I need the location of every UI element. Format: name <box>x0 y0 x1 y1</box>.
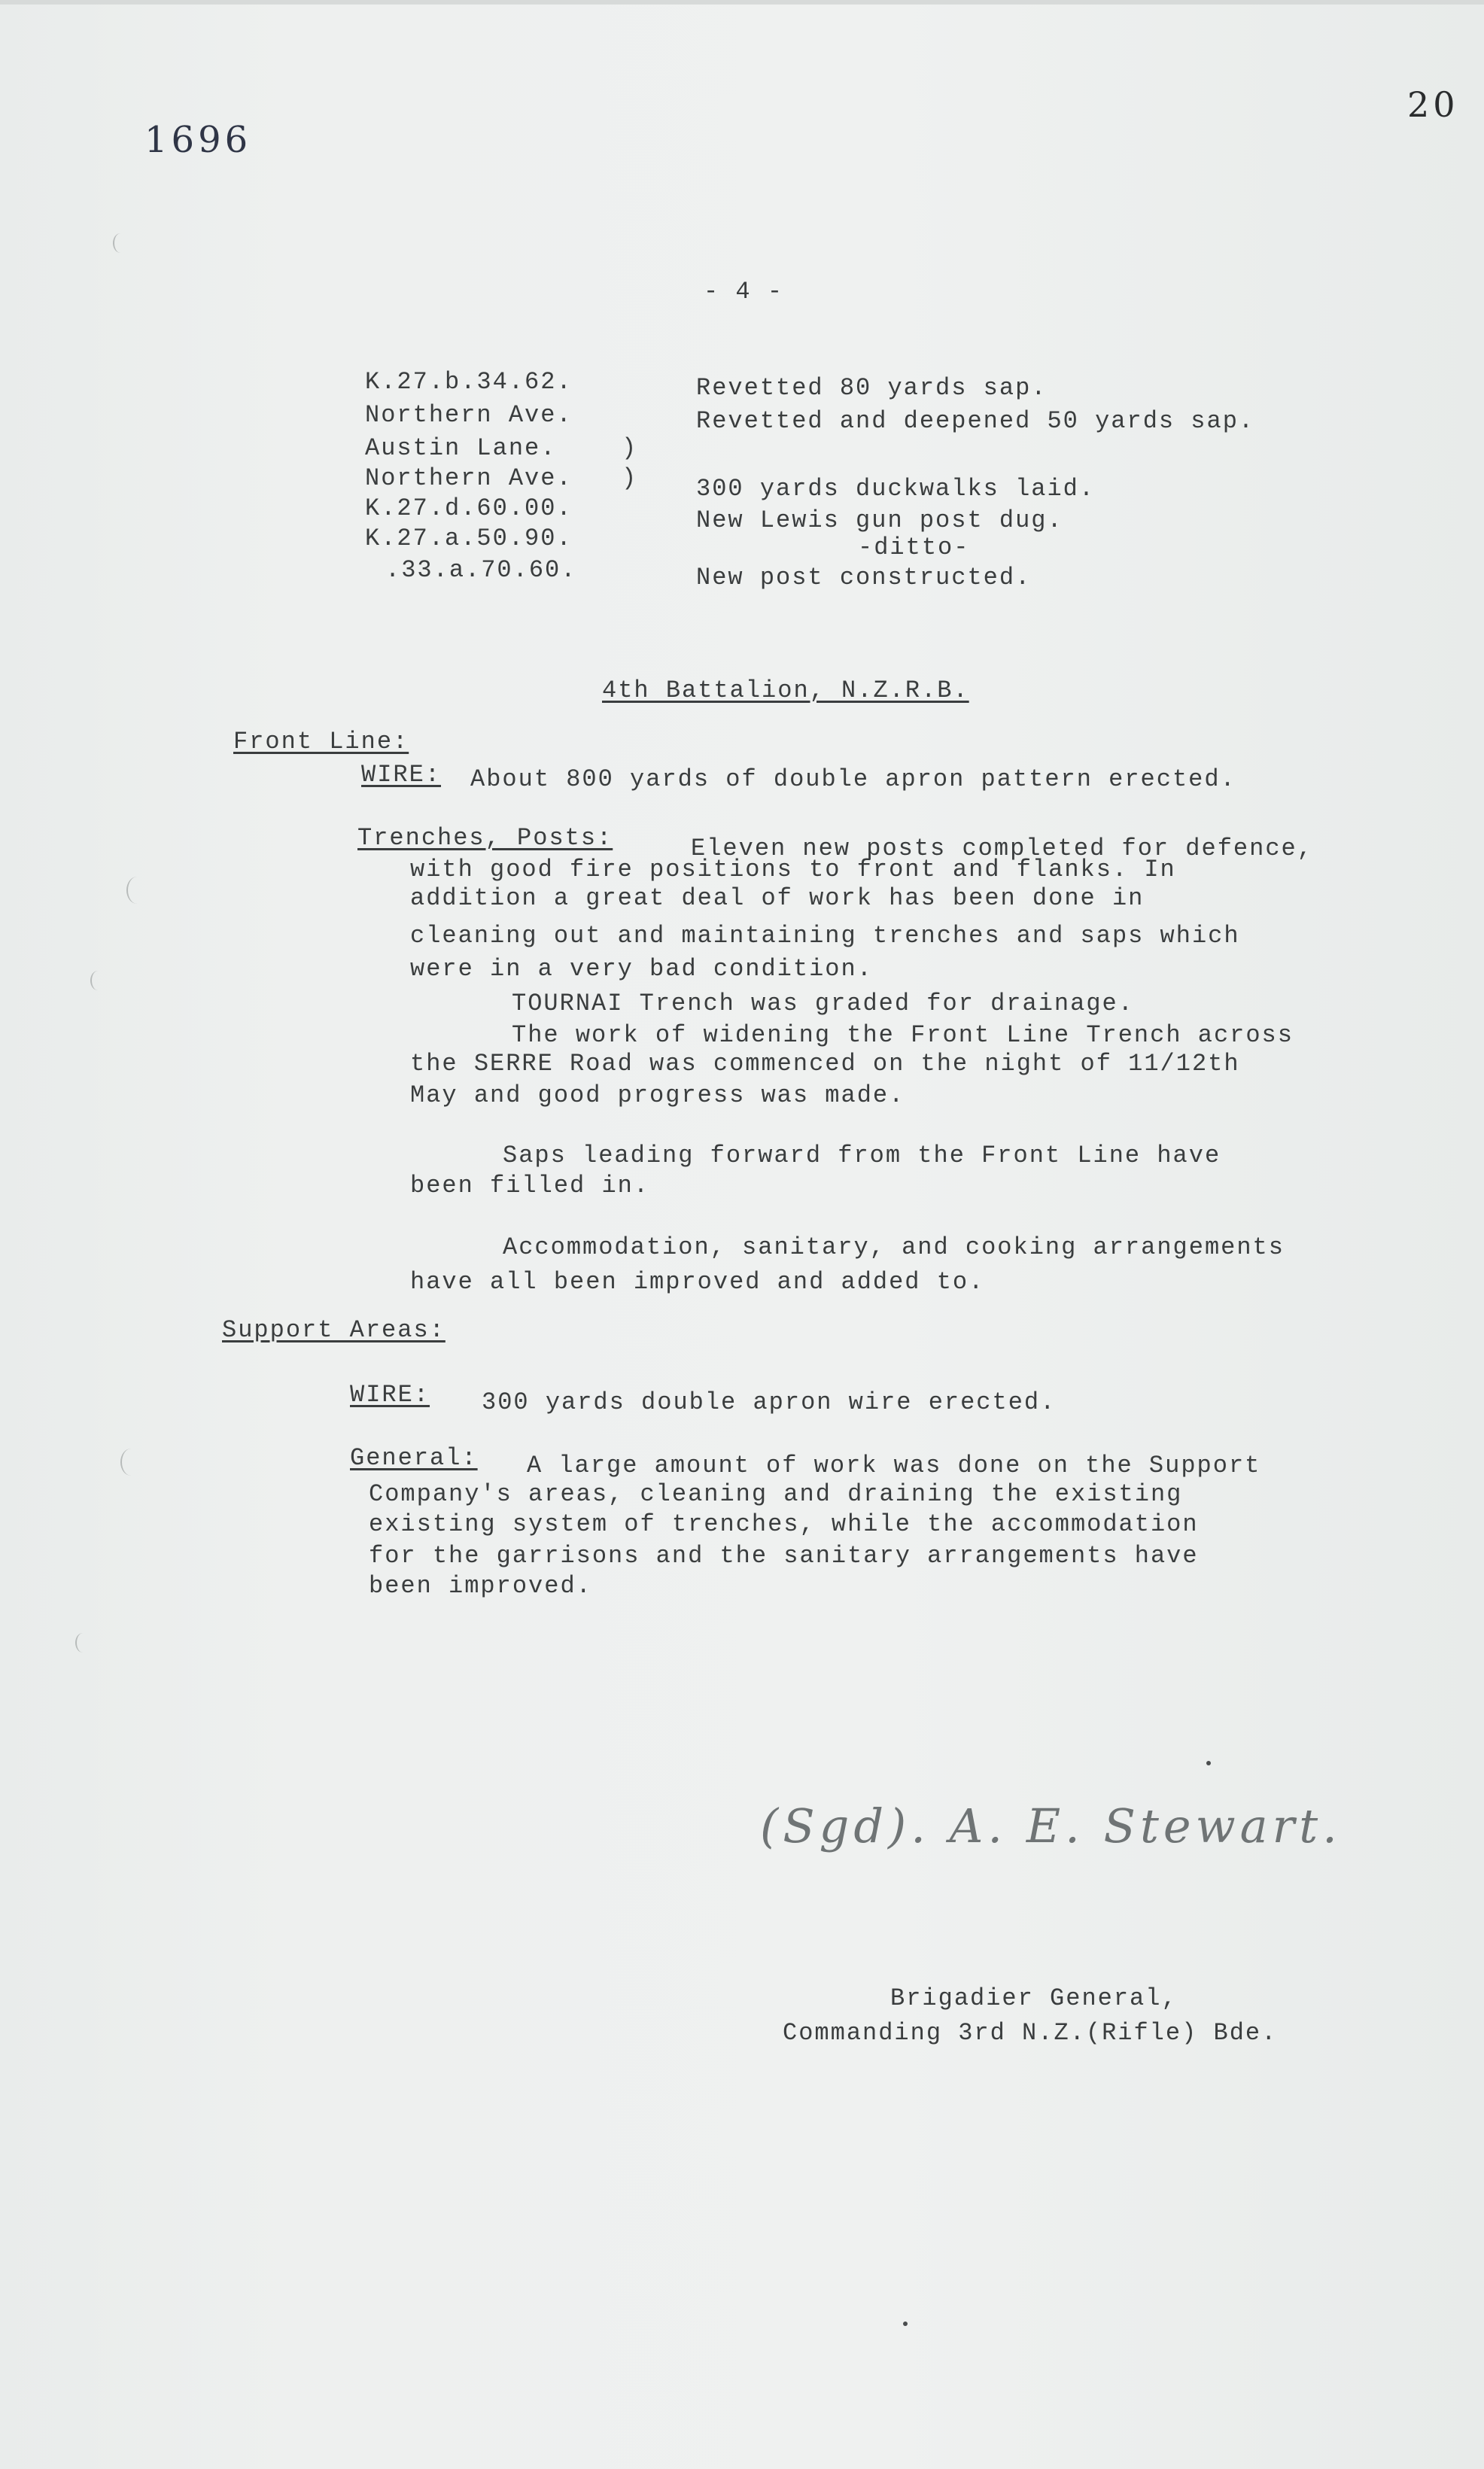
handwritten-signature: (Sgd). A. E. Stewart. <box>760 1799 1342 1853</box>
support-wire-label: WIRE: <box>350 1381 430 1409</box>
saps-line: Saps leading forward from the Front Line have <box>503 1142 1221 1169</box>
general-line: A large amount of work was done on the Support <box>527 1452 1261 1479</box>
stamp-number: 1696 <box>144 119 252 161</box>
signatory-command: Commanding 3rd N.Z.(Rifle) Bde. <box>783 2019 1278 2047</box>
punch-hole <box>90 971 105 990</box>
trenches-label: Trenches, Posts: <box>357 824 613 852</box>
table-row-work: -ditto- <box>858 534 970 561</box>
table-row-work: Revetted 80 yards sap. <box>696 374 1048 402</box>
table-row-work: New Lewis gun post dug. <box>696 506 1063 534</box>
trenches-line: the SERRE Road was commenced on the night of 11/12th <box>410 1050 1240 1078</box>
saps-line: been filled in. <box>410 1172 650 1200</box>
table-row-work: 300 yards duckwalks laid. <box>696 475 1096 503</box>
trenches-line: The work of widening the Front Line Trench across <box>512 1021 1294 1049</box>
general-line: existing system of trenches, while the accommodation <box>369 1510 1199 1538</box>
general-line: been improved. <box>369 1572 592 1600</box>
support-wire-text: 300 yards double apron wire erected. <box>482 1388 1057 1416</box>
accommodation-line: have all been improved and added to. <box>410 1268 985 1296</box>
table-row-ref: Austin Lane. <box>365 434 557 462</box>
front-line-heading: Front Line: <box>233 728 409 756</box>
trenches-line: cleaning out and maintaining trenches and saps which <box>410 922 1240 950</box>
table-row-ref: K.27.b.34.62. <box>365 368 573 396</box>
trenches-line: with good fire positions to front and flanks. In <box>410 856 1176 883</box>
table-row-work: New post constructed. <box>696 564 1032 591</box>
folio-number: 20 <box>1407 84 1459 125</box>
general-line: Company's areas, cleaning and draining the existing <box>369 1480 1183 1508</box>
page-marker: - 4 - <box>704 278 784 306</box>
table-bracket: ) <box>622 434 638 462</box>
trenches-line: were in a very bad condition. <box>410 955 873 983</box>
punch-hole <box>120 1449 141 1476</box>
punch-hole <box>126 877 147 904</box>
ink-speck <box>903 2322 908 2326</box>
table-row-ref: K.27.d.60.00. <box>365 494 573 522</box>
table-row-ref: K.27.a.50.90. <box>365 525 573 552</box>
front-line-wire-text: About 800 yards of double apron pattern erected. <box>470 765 1236 793</box>
punch-hole <box>75 1633 90 1653</box>
table-row-ref: Northern Ave. <box>365 401 573 429</box>
front-line-wire-label: WIRE: <box>361 761 442 789</box>
trenches-line: addition a great deal of work has been done in <box>410 884 1145 912</box>
table-row-ref: Northern Ave. <box>365 464 573 492</box>
general-label: General: <box>350 1444 478 1472</box>
battalion-heading: 4th Battalion, N.Z.R.B. <box>602 677 969 704</box>
trenches-line: TOURNAI Trench was graded for drainage. <box>512 990 1134 1017</box>
table-row-ref: .33.a.70.60. <box>385 556 577 584</box>
signatory-title: Brigadier General, <box>890 1984 1178 2012</box>
accommodation-line: Accommodation, sanitary, and cooking arrangements <box>503 1233 1285 1261</box>
trenches-line: Eleven new posts completed for defence, <box>691 835 1313 862</box>
trenches-line: May and good progress was made. <box>410 1081 905 1109</box>
table-row-work: Revetted and deepened 50 yards sap. <box>696 407 1255 435</box>
general-line: for the garrisons and the sanitary arrangements have <box>369 1542 1199 1570</box>
support-areas-heading: Support Areas: <box>222 1316 446 1344</box>
page-top-edge <box>0 0 1484 5</box>
table-bracket: ) <box>622 464 638 492</box>
punch-hole <box>113 233 128 253</box>
ink-speck <box>1206 1761 1211 1765</box>
